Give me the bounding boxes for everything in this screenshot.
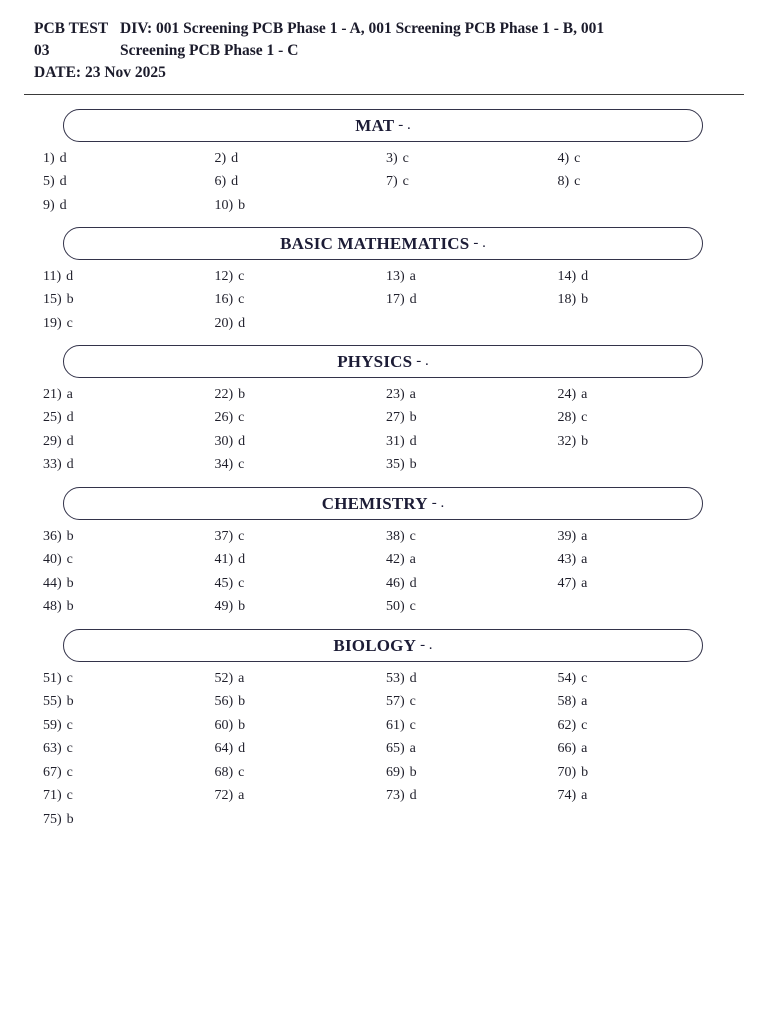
section-heading (63, 629, 703, 662)
answer-key: a (238, 788, 245, 804)
answer-item (386, 599, 558, 615)
answer-key: b (409, 410, 417, 426)
division-list-wrap-left: 03 (34, 42, 50, 59)
answer-key: c (238, 292, 245, 308)
answer-row (43, 785, 723, 809)
answer-item (43, 151, 215, 167)
answer-item (43, 788, 215, 804)
answer-item (215, 316, 387, 332)
answer-key: b (66, 811, 74, 827)
section-title: CHEMISTRY (321, 493, 428, 513)
answer-key: d (59, 174, 67, 190)
answer-row (43, 407, 723, 431)
answer-key: c (238, 410, 245, 426)
answer-item (558, 694, 730, 710)
section-heading (63, 487, 703, 520)
header-line-2 (34, 40, 734, 62)
answer-item (43, 387, 215, 403)
question-number: 48) (43, 599, 62, 615)
answer-key: c (66, 717, 73, 733)
answer-item (558, 741, 730, 757)
answer-item (558, 552, 730, 568)
answer-key: d (409, 292, 417, 308)
question-number: 70) (557, 764, 577, 780)
question-number: 47) (557, 575, 577, 591)
section-suffix: - . (420, 637, 433, 653)
answer-key: b (238, 717, 246, 733)
answer-key: d (66, 433, 74, 449)
answer-item (43, 552, 215, 568)
test-name: PCB TEST (34, 20, 109, 37)
answer-item (386, 387, 558, 403)
section-suffix: - . (473, 235, 486, 251)
answer-key: a (66, 386, 73, 402)
answer-item (386, 718, 558, 734)
answer-grid (43, 265, 723, 336)
question-number: 22) (214, 386, 234, 402)
question-number: 38) (386, 528, 405, 544)
answer-item (558, 671, 730, 687)
question-number: 12) (214, 268, 234, 284)
answer-item (43, 457, 215, 473)
answer-key: d (238, 315, 246, 331)
answer-item (215, 741, 387, 757)
question-number: 29) (43, 433, 62, 449)
question-number: 19) (43, 315, 62, 331)
answer-item (386, 576, 558, 592)
answer-key: a (409, 268, 416, 284)
section-heading (63, 345, 703, 378)
answer-item (43, 434, 215, 450)
question-number: 43) (557, 552, 577, 568)
answer-item (558, 151, 730, 167)
answer-item (386, 741, 558, 757)
answer-row (43, 667, 723, 691)
answer-item (43, 174, 215, 190)
answer-key: c (581, 410, 588, 426)
question-number: 13) (386, 268, 405, 284)
answer-item (386, 552, 558, 568)
answer-grid (43, 383, 723, 477)
answer-item (215, 434, 387, 450)
answer-key: a (409, 741, 416, 757)
question-number: 30) (214, 433, 234, 449)
answer-key: b (66, 599, 74, 615)
answer-row (43, 147, 723, 171)
answer-item (558, 174, 730, 190)
answer-row (43, 738, 723, 762)
question-number: 75) (43, 811, 62, 827)
answer-item (43, 694, 215, 710)
answer-item (43, 316, 215, 332)
section-title: BASIC MATHEMATICS (280, 233, 470, 253)
answer-key: c (409, 694, 416, 710)
question-number: 18) (557, 292, 577, 308)
question-number: 2) (214, 150, 227, 166)
answer-item (215, 576, 387, 592)
question-number: 52) (214, 670, 234, 686)
question-number: 11) (43, 268, 62, 284)
answer-item (43, 599, 215, 615)
question-number: 61) (386, 717, 405, 733)
answer-item (386, 174, 558, 190)
answer-item (215, 410, 387, 426)
question-number: 60) (214, 717, 234, 733)
answer-item (386, 269, 558, 285)
answer-item (43, 576, 215, 592)
question-number: 55) (43, 694, 62, 710)
answer-key: d (409, 788, 417, 804)
question-number: 53) (386, 670, 405, 686)
answer-key: b (66, 575, 74, 591)
answer-item (386, 410, 558, 426)
answer-key: a (581, 694, 588, 710)
question-number: 23) (386, 386, 405, 402)
answer-item (558, 576, 730, 592)
answer-key: a (581, 741, 588, 757)
answer-row (43, 171, 723, 195)
question-number: 26) (214, 410, 234, 426)
answer-key: d (238, 741, 246, 757)
answer-row (43, 525, 723, 549)
answer-key: c (238, 764, 245, 780)
answer-item (558, 292, 730, 308)
answer-key: c (238, 457, 245, 473)
answer-key: a (581, 575, 588, 591)
answer-key: c (409, 717, 416, 733)
answer-item (43, 812, 215, 828)
answer-row (43, 289, 723, 313)
answer-item (558, 788, 730, 804)
question-number: 51) (43, 670, 62, 686)
question-number: 46) (386, 575, 405, 591)
answer-item (558, 718, 730, 734)
answer-key: c (66, 315, 73, 331)
question-number: 36) (43, 528, 62, 544)
question-number: 15) (43, 292, 62, 308)
question-number: 33) (43, 457, 62, 473)
question-number: 66) (557, 741, 577, 757)
header-divider (24, 94, 744, 95)
question-number: 58) (557, 694, 577, 710)
answer-row (43, 312, 723, 336)
question-number: 40) (43, 552, 62, 568)
question-number: 32) (557, 433, 577, 449)
division-list-continued: Screening PCB Phase 1 - C (120, 42, 299, 59)
section-title: PHYSICS (337, 351, 413, 371)
answer-key: a (409, 552, 416, 568)
answer-grid (43, 525, 723, 619)
question-number: 21) (43, 386, 62, 402)
question-number: 28) (557, 410, 577, 426)
question-number: 39) (557, 528, 577, 544)
answer-key: a (581, 386, 588, 402)
answer-key: d (238, 552, 246, 568)
section-suffix: - . (416, 353, 429, 369)
answer-key: a (581, 552, 588, 568)
answer-key: a (581, 528, 588, 544)
answer-item (558, 387, 730, 403)
answer-key: c (409, 599, 416, 615)
answer-key: c (402, 150, 409, 166)
answer-item (558, 434, 730, 450)
answer-key: c (581, 670, 588, 686)
answer-grid (43, 667, 723, 832)
question-number: 3) (386, 150, 398, 166)
question-number: 72) (214, 788, 234, 804)
answer-row (43, 761, 723, 785)
answer-item (43, 765, 215, 781)
question-number: 59) (43, 717, 62, 733)
answer-item (215, 599, 387, 615)
answer-key: d (231, 150, 239, 166)
question-number: 50) (386, 599, 405, 615)
section-heading (63, 227, 703, 260)
question-number: 34) (214, 457, 234, 473)
question-number: 63) (43, 741, 62, 757)
question-number: 64) (214, 741, 234, 757)
answer-item (215, 269, 387, 285)
question-number: 1) (43, 150, 55, 166)
question-number: 7) (386, 174, 398, 190)
question-number: 41) (214, 552, 234, 568)
answer-key: b (581, 764, 589, 780)
question-number: 68) (214, 764, 234, 780)
answer-item (386, 694, 558, 710)
answer-row (43, 596, 723, 620)
answer-item (215, 292, 387, 308)
answer-item (386, 434, 558, 450)
answer-key: c (574, 150, 581, 166)
answer-item (215, 151, 387, 167)
question-number: 56) (214, 694, 234, 710)
answer-key: c (238, 268, 245, 284)
answer-key: b (409, 764, 417, 780)
answer-key: a (238, 670, 245, 686)
question-number: 5) (43, 174, 55, 190)
question-number: 4) (557, 150, 570, 166)
question-number: 74) (557, 788, 577, 804)
question-number: 65) (386, 741, 405, 757)
answer-item (215, 552, 387, 568)
answer-row (43, 265, 723, 289)
answer-item (43, 292, 215, 308)
section-heading (63, 109, 703, 142)
answer-key: d (59, 150, 67, 166)
answer-key: b (66, 694, 74, 710)
answer-item (558, 529, 730, 545)
question-number: 10) (214, 197, 234, 213)
answer-key: c (66, 670, 73, 686)
answer-key: c (238, 528, 245, 544)
answer-key: d (66, 410, 74, 426)
section-suffix: - . (431, 495, 445, 511)
answer-item (558, 765, 730, 781)
answer-item (43, 198, 215, 214)
answer-key: c (66, 788, 73, 804)
answer-item (215, 765, 387, 781)
answer-item (43, 718, 215, 734)
answer-item (43, 741, 215, 757)
answer-row (43, 454, 723, 478)
document-header (34, 18, 734, 84)
answer-key: a (409, 386, 416, 402)
answer-key: b (238, 694, 246, 710)
answer-key: b (409, 457, 417, 473)
question-number: 69) (386, 764, 405, 780)
question-number: 16) (214, 292, 234, 308)
question-number: 9) (43, 197, 55, 213)
answer-row (43, 549, 723, 573)
answer-row (43, 691, 723, 715)
answer-key: b (238, 386, 246, 402)
answer-item (43, 529, 215, 545)
answer-item (386, 765, 558, 781)
answer-item (386, 671, 558, 687)
answer-key: c (574, 174, 581, 190)
answer-item (43, 671, 215, 687)
question-number: 14) (557, 268, 577, 284)
answer-row (43, 383, 723, 407)
answer-item (558, 269, 730, 285)
answer-item (215, 529, 387, 545)
answer-row (43, 714, 723, 738)
question-number: 71) (43, 788, 62, 804)
answer-key: d (66, 457, 74, 473)
answer-item (215, 457, 387, 473)
question-number: 27) (386, 410, 405, 426)
question-number: 62) (557, 717, 577, 733)
answer-item (386, 529, 558, 545)
answer-item (386, 151, 558, 167)
question-number: 54) (557, 670, 577, 686)
answer-key: c (66, 741, 73, 757)
answer-item (215, 718, 387, 734)
answer-item (215, 174, 387, 190)
answer-key: b (238, 599, 246, 615)
answer-row (43, 572, 723, 596)
question-number: 73) (386, 788, 405, 804)
division-list: DIV: 001 Screening PCB Phase 1 - A, 001 Screening PCB Phase 1 - B, 001 (120, 20, 605, 37)
question-number: 25) (43, 410, 62, 426)
question-number: 20) (214, 315, 234, 331)
section-title: MAT (355, 115, 395, 135)
answer-key: b (66, 292, 74, 308)
answer-item (386, 292, 558, 308)
section-title: BIOLOGY (333, 635, 417, 655)
question-number: 35) (386, 457, 405, 473)
answer-key: d (409, 575, 417, 591)
header-line-1 (34, 18, 734, 40)
test-date: DATE: 23 Nov 2025 (34, 64, 166, 81)
answer-item (386, 788, 558, 804)
answer-item (215, 198, 387, 214)
answer-key: c (66, 764, 73, 780)
question-number: 37) (214, 528, 234, 544)
answer-row (43, 808, 723, 832)
question-number: 49) (214, 599, 234, 615)
question-number: 45) (214, 575, 234, 591)
answer-key: d (581, 268, 589, 284)
answer-key: c (66, 552, 73, 568)
answer-key: c (409, 528, 416, 544)
answer-key: c (581, 717, 588, 733)
question-number: 67) (43, 764, 62, 780)
answer-item (386, 457, 558, 473)
answer-key: c (402, 174, 409, 190)
answer-key: b (238, 197, 246, 213)
answer-item (215, 788, 387, 804)
answer-key: c (238, 575, 245, 591)
answer-key: d (231, 174, 239, 190)
answer-key: d (66, 268, 74, 284)
answer-key: d (238, 433, 246, 449)
section-suffix: - . (398, 117, 411, 133)
question-number: 6) (214, 174, 227, 190)
question-number: 42) (386, 552, 405, 568)
answer-item (215, 671, 387, 687)
answer-row (43, 430, 723, 454)
answer-key: d (409, 670, 417, 686)
question-number: 24) (557, 386, 577, 402)
answer-item (43, 410, 215, 426)
question-number: 57) (386, 694, 405, 710)
question-number: 31) (386, 433, 405, 449)
answer-item (558, 410, 730, 426)
answer-item (215, 387, 387, 403)
question-number: 17) (386, 292, 405, 308)
answer-key: b (581, 292, 589, 308)
answer-row (43, 194, 723, 218)
answer-key: b (66, 528, 74, 544)
answer-key: d (59, 197, 67, 213)
question-number: 8) (557, 174, 570, 190)
answer-key: a (581, 788, 588, 804)
answer-key: d (409, 433, 417, 449)
answer-item (215, 694, 387, 710)
question-number: 44) (43, 575, 62, 591)
answer-item (43, 269, 215, 285)
answer-grid (43, 147, 723, 218)
answer-key: b (581, 433, 589, 449)
